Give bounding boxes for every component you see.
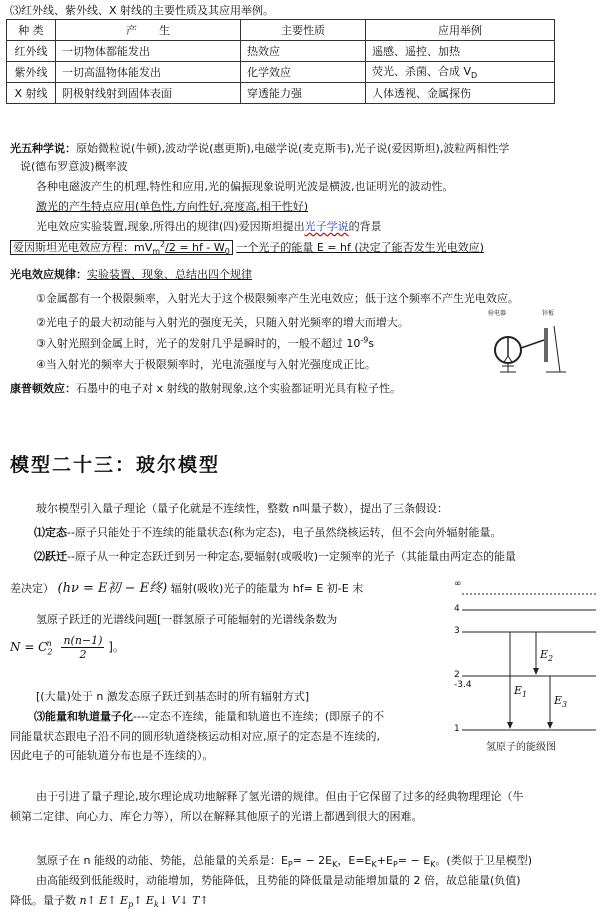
excited-state-note: [(大量)处于 n 激发态原子跃迁到基态时的所有辐射方式] <box>36 690 310 703</box>
table-cell: 人体透视、金属探伤 <box>366 83 555 104</box>
einstein-equation-line <box>10 239 484 256</box>
postulate-3: ⑶能量和轨道量子化----定态不连续，能量和轨道也不连续；(即原子的不 <box>34 710 385 723</box>
table-header: 种 类 <box>7 20 56 41</box>
bohr-model-title: 模型二十三：玻尔模型 <box>10 454 221 476</box>
table-cell: 荧光、杀菌、合成 $V_D$ <box>366 62 555 83</box>
compton-text: 石墨中的电子对 x 射线的散射现象,这个实验都证明光具有粒子性。 <box>76 382 401 395</box>
setup-text-end: 的背景 <box>348 220 382 233</box>
einstein-equation: 爱因斯坦光电效应方程：$mV_m^2/2$ = hf - $W_0$ <box>10 240 233 255</box>
table-row <box>7 62 555 83</box>
transition-label-e1: $E_1$ <box>514 684 528 700</box>
energy-change-line: 由高能级到低能级时，动能增加，势能降低，且势能的降低量是动能增加量的 2 倍，故总能量(负值) <box>36 874 521 887</box>
energy-level-diagram <box>446 580 598 756</box>
light-theories-line1 <box>10 140 509 156</box>
level-label: ∞ <box>454 579 462 589</box>
light-theories-text: 原始微粒说(牛顿),波动学说(惠更斯),电磁学说(麦克斯韦),光子说(爱因斯坦),波粒两相性学 <box>76 142 510 155</box>
photoelectric-lead: 实验装置、现象、总结出四个规律 <box>87 268 252 281</box>
electroscope-label: 验电器 <box>488 310 507 317</box>
table-header-row <box>7 20 555 41</box>
quantum-number-trend: n↑ E↑ $E_p↑$ $E_k↓$ V↓ T↑ <box>79 894 209 910</box>
spectral-lines-text: 氢原子跃迁的光谱线问题[一群氢原子可能辐射的光谱线条数为 <box>36 613 338 626</box>
postulate-2: ⑵跃迁--原子从一种定态跃迁到另一种定态,要辐射(或吸收)一定频率的光子（其能量由两定态的能量 <box>34 550 517 563</box>
spectral-lines-formula: $N = C_2^n$ $\frac{n(n-1)}{2}$ ]。 <box>10 634 125 661</box>
level-label: 3 <box>454 626 460 636</box>
setup-text: 光电效应实验装置,现象,所得出的规律(四)爱因斯坦提出 <box>36 220 305 233</box>
photoelectric-setup-line <box>36 218 382 234</box>
level-label: 4 <box>454 604 460 614</box>
quantum-number-line: 降低。量子数 n↑ E↑ $E_p↑$ $E_k↓$ V↓ T↑ <box>10 894 209 910</box>
table-cell: 一切高温物体能发出 <box>56 62 241 83</box>
energy-level-lines <box>446 580 598 756</box>
zinc-plate-label: 锌板 <box>542 310 555 317</box>
em-mechanism-line: 各种电磁波产生的机理,特性和应用,光的偏振现象说明光波是横波,也证明光的波动性。 <box>36 180 454 193</box>
transition-formula: (hν = E初 − E终) <box>57 581 168 596</box>
table-cell: 阴极射线射到固体表面 <box>56 83 241 104</box>
table-cell: 一切物体都能发出 <box>56 41 241 62</box>
level-energy-value: -3.4 <box>454 680 472 690</box>
photoelectric-laws-heading <box>10 266 252 282</box>
photoelectric-label: 光电效应规律： <box>10 268 87 281</box>
closing-paragraph-1b: 顿第二定律、向心力、库仑力等），所以在解释其他原子的光谱上都遇到很大的困难。 <box>10 810 423 823</box>
photon-theory-link: 光子学说 <box>304 220 349 233</box>
law-item-2: ②光电子的最大初动能与入射光的强度无关，只随入射光频率的增大而增大。 <box>36 316 409 329</box>
table-row <box>7 83 555 104</box>
table-cell: 紫外线 <box>7 62 56 83</box>
law-item-4: ④当入射光的频率大于极限频率时，光电流强度与入射光强度成正比。 <box>36 358 376 371</box>
laser-line: 激光的产生特点应用(单色性,方向性好,亮度高,相干性好) <box>36 200 309 213</box>
transition-label-e3: $E_3$ <box>554 694 568 710</box>
table-header: 产 生 <box>56 20 241 41</box>
law-item-3: ③入射光照到金属上时，光子的发射几乎是瞬时的，一般不超过 $10^{-9}s$ <box>36 335 375 350</box>
transition-label-e2: $E_2$ <box>540 648 554 664</box>
compton-label: 康普顿效应： <box>10 382 76 395</box>
table-cell: 化学效应 <box>241 62 366 83</box>
postulate-1: ⑴定态--原子只能处于不连续的能量状态(称为定态)，电子虽然绕核运转，但不会向外辐射能量。 <box>34 526 502 539</box>
diagram-caption: 氢原子的能级图 <box>486 742 556 753</box>
level-label: 2 <box>454 670 460 680</box>
closing-paragraph-1a: 由于引进了量子理论,玻尔理论成功地解释了氢光谱的规律。但由于它保留了过多的经典物理理论（牛 <box>36 790 524 803</box>
photon-energy-note: 一个光子的能量 E = hf (决定了能否发生光电效应) <box>236 241 484 254</box>
postulate-2-cont: 差决定） (hν = E初 − E终) 辐射(吸收)光子的能量为 hf= E 初-E 末 <box>10 581 364 596</box>
bohr-intro: 玻尔模型引入量子理论（量子化就是不连续性，整数 n叫量子数），提出了三条假设： <box>36 502 448 515</box>
compton-line <box>10 380 401 396</box>
level-label: 1 <box>454 724 460 734</box>
table-cell: 红外线 <box>7 41 56 62</box>
light-theories-line2: 说(德布罗意波)概率波 <box>20 160 128 173</box>
table-row <box>7 41 555 62</box>
table-cell: 热效应 <box>241 41 366 62</box>
electroscope-figure <box>486 310 572 385</box>
table-cell: 穿透能力强 <box>241 83 366 104</box>
table-header: 应用举例 <box>366 20 555 41</box>
table-header: 主要性质 <box>241 20 366 41</box>
table-cell: X 射线 <box>7 83 56 104</box>
postulate-3-line3: 因此电子的可能轨道分布也是不连续的）。 <box>10 749 214 762</box>
section-intro: ⑶红外线、紫外线、X 射线的主要性质及其应用举例。 <box>10 4 275 17</box>
energy-relation-line: 氢原子在 n 能级的动能、势能，总能量的关系是：$E_P= - 2E_K$，$E=E_K+E_P= - E_K$。(类似于卫星模型) <box>36 854 532 870</box>
electroscope-drawing <box>486 310 572 382</box>
em-wave-table <box>6 19 555 104</box>
table-cell: 遥感、遥控、加热 <box>366 41 555 62</box>
postulate-3-line2: 同能量状态跟电子沿不同的圆形轨道绕核运动相对应,原子的定态是不连续的, <box>10 730 380 743</box>
law-item-1: ①金属都有一个极限频率，入射光大于这个极限频率产生光电效应；低于这个频率不产生光电效应。 <box>36 292 519 305</box>
light-theories-label: 光五种学说： <box>10 142 76 155</box>
